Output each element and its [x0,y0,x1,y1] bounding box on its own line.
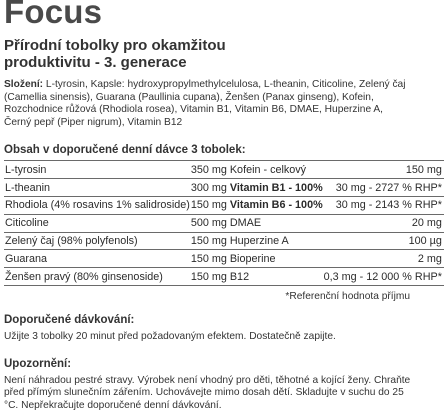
ingredient-name: Vitamin B1 - 100% [229,179,323,197]
ingredient-amount: 300 mg [190,179,229,197]
subtitle-line-1: Přírodní tobolky pro okamžitou [4,37,226,54]
ingredient-amount: 100 µg [323,232,444,250]
ingredient-name: Ženšen pravý (80% ginsenoside) [4,268,190,286]
nutrition-row [229,232,444,250]
nutrition-heading: Obsah v doporučené denní dávce 3 tobolek: [4,144,246,157]
ingredient-name: Citicoline [4,214,190,232]
composition-label: Složení: [4,79,44,90]
ingredient-amount: 30 mg - 2143 % RHP* [323,196,444,214]
ingredient-amount: 150 mg [190,250,229,268]
ingredient-amount: 150 mg [190,268,229,286]
nutrition-table-left [4,160,229,286]
warning-heading: Upozornění: [4,357,72,370]
ingredient-name: Rhodiola (4% rosavins 1% salidroside) [4,196,190,214]
ingredient-amount: 0,3 mg - 12 000 % RHP* [323,268,444,286]
ingredient-name: DMAE [229,214,323,232]
ingredient-name: Huperzine A [229,232,323,250]
nutrition-row [4,161,229,179]
dosage-heading: Doporučené dávkování: [4,313,135,326]
nutrition-row [4,250,229,268]
ingredient-name: B12 [229,268,323,286]
composition-paragraph [4,79,412,129]
reference-note: *Referenční hodnota příjmu [285,290,410,302]
ingredient-amount: 150 mg [190,232,229,250]
label-content [4,0,442,412]
nutrition-row [4,232,229,250]
nutrition-row [229,268,444,286]
composition-text: L-tyrosin, Kapsle: hydroxypropylmethylcelulosa, L-theanin, Citicoline, Zelený čaj (Camellia sinensis), Guarana (Paullinia cupana), Ženšen (Panax ginseng), Kofein, Rozchodnice růžová (Rhodiola rosea), Vitamin B1, Vitamin B6, DMAE, Huperzine A, Černý pepř (Piper nigrum), Vitamin B12 [4,79,406,128]
ingredient-name: Kofein - celkový [229,161,323,179]
ingredient-name: Bioperine [229,250,323,268]
nutrition-tables [4,160,442,286]
warning-text: Není náhradou pestré stravy. Výrobek není vhodný pro děti, těhotné a kojící ženy. Chraňte před přímým slunečním zářením. Uchovávejte mimo dosah dětí. Skladujte v suchu do 25 °C. Nepřekračujte doporučené denní dávkování. [4,374,411,411]
nutrition-row [4,268,229,286]
ingredient-name: Zelený čaj (98% polyfenols) [4,232,190,250]
ingredient-amount: 150 mg [323,161,444,179]
ingredient-amount: 20 mg [323,214,444,232]
product-subtitle [4,37,412,71]
nutrition-row [229,161,444,179]
nutrition-row [229,179,444,197]
ingredient-amount: 500 mg [190,214,229,232]
nutrition-row [229,214,444,232]
ingredient-amount: 350 mg [190,161,229,179]
nutrition-row [4,214,229,232]
ingredient-amount: 2 mg [323,250,444,268]
nutrition-row [229,250,444,268]
ingredient-amount: 150 mg [190,196,229,214]
dosage-text: Užijte 3 tobolky 20 minut před požadovaným efektem. Dostatečně zapijte. [4,330,336,342]
subtitle-line-2: produktivitu - 3. generace [4,54,187,71]
nutrition-table-right [229,160,444,286]
ingredient-name: Vitamin B6 - 100% [229,196,323,214]
nutrition-row [229,196,444,214]
ingredient-name: Guarana [4,250,190,268]
ingredient-amount: 30 mg - 2727 % RHP* [323,179,444,197]
nutrition-row [4,179,229,197]
product-title: Focus [4,0,103,30]
nutrition-row [4,196,229,214]
ingredient-name: L-tyrosin [4,161,190,179]
ingredient-name: L-theanin [4,179,190,197]
